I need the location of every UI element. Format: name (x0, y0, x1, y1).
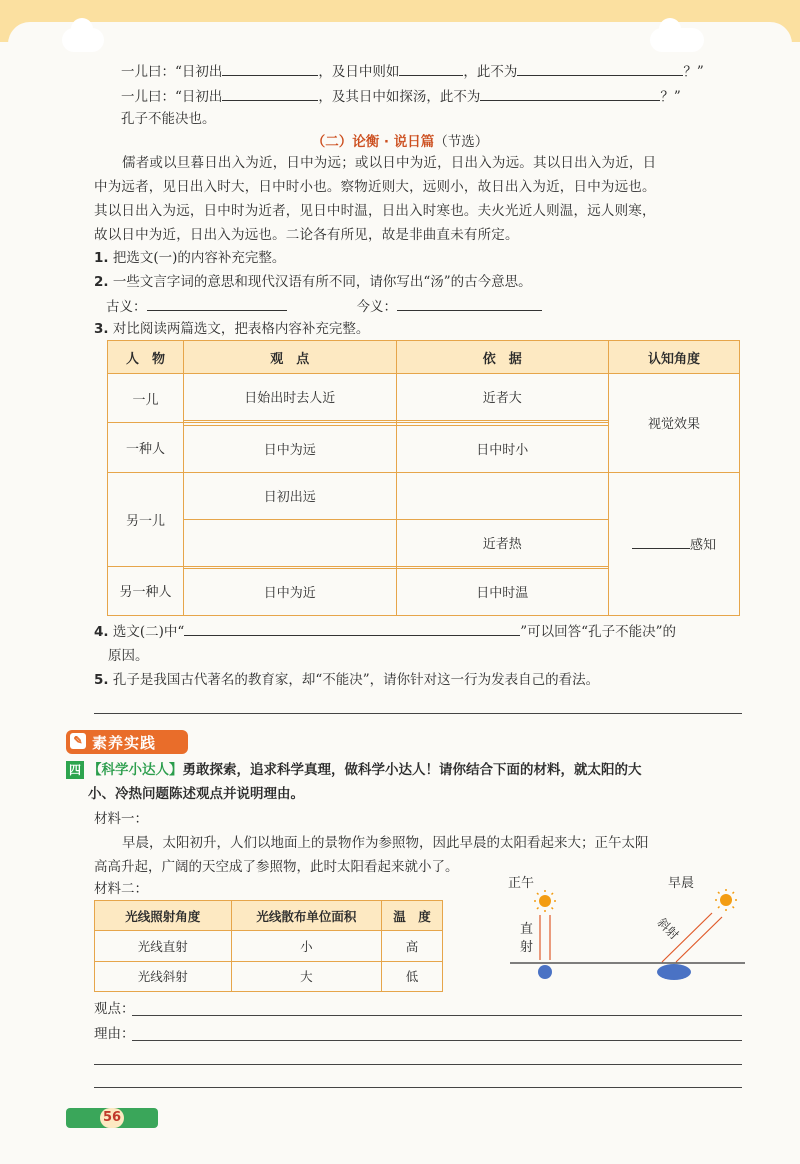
light-spot (538, 965, 552, 979)
table-person: 一种人 (108, 423, 184, 472)
table-cell: 日中时小 (396, 425, 609, 472)
noon-label: 正午 (508, 876, 535, 891)
pen-icon: ✎ (70, 733, 86, 749)
practice-question-cont: 小、冷热问题陈述观点并说明理由。 (88, 786, 304, 802)
table-cell: 大 (231, 961, 382, 991)
table-cell: 日中为近 (183, 568, 396, 615)
morning-label: 早晨 (668, 876, 695, 891)
table-header: 人 物 (108, 341, 184, 374)
table-person: 另一种人 (108, 566, 184, 615)
direct-label-1: 直 (520, 922, 534, 937)
reason-label: 理由： (94, 1026, 135, 1042)
table-cell[interactable] (183, 519, 396, 566)
table-cell: 低 (382, 961, 443, 991)
sun-icon (715, 889, 737, 911)
question-number-box: 四 (66, 761, 84, 779)
table-header: 认知角度 (609, 341, 740, 374)
question-4-cont: 原因。 (108, 648, 149, 664)
answer-blank[interactable] (517, 62, 683, 76)
light-spot (657, 964, 691, 980)
answer-line[interactable] (132, 1040, 742, 1041)
cloud-decoration (62, 28, 104, 52)
answer-blank[interactable] (222, 62, 318, 76)
text-line: 孔子不能决也。 (121, 111, 216, 127)
oblique-label: 斜射 (654, 915, 682, 943)
table-cell: 日中为远 (183, 425, 396, 472)
answer-line[interactable] (94, 1064, 742, 1065)
table-cell[interactable] (396, 472, 609, 519)
answer-line[interactable] (94, 1087, 742, 1088)
sun-icon (534, 890, 556, 912)
section-title: （二）论衡 · 说日篇（节选） (311, 134, 489, 150)
text-line: 一儿曰：“日初出 ，及日中则如 ，此不为 ？” (121, 64, 704, 80)
table-cell: 高 (382, 931, 443, 961)
page-number: 56 (100, 1108, 124, 1128)
answer-blank[interactable] (632, 535, 690, 549)
material-1-line: 早晨，太阳初升，人们以地面上的景物作为参照物，因此早晨的太阳看起来大；正午太阳 (122, 835, 649, 851)
passage-line: 中为远者，见日出入时大，日中时小也。察物近则大，远则小，故日出入为近，日中为远也。 (94, 179, 656, 195)
table-cell: 日初出远 (183, 472, 396, 519)
practice-question: 【科学小达人】勇敢探索，追求科学真理，做科学小达人！请你结合下面的材料，就太阳的大 (88, 762, 642, 778)
view-label: 观点： (94, 1001, 135, 1017)
answer-blank[interactable] (222, 87, 318, 101)
table-cell: 日中时温 (396, 568, 609, 615)
question-3: 3. 对比阅读两篇选文，把表格内容补充完整。 (94, 321, 370, 337)
table-person: 一儿 (108, 374, 184, 423)
answer-blank[interactable] (184, 622, 520, 636)
answer-blank[interactable] (399, 62, 463, 76)
question-2: 2. 一些文言字词的意思和现代汉语有所不同，请你写出“汤”的古今意思。 (94, 274, 532, 290)
table-cell: 近者热 (396, 519, 609, 566)
direct-label-2: 射 (520, 940, 534, 955)
table-cell: 光线斜射 (95, 961, 232, 991)
table-header: 依 据 (396, 341, 609, 374)
question-5: 5. 孔子是我国古代著名的教育家，却“不能决”，请你针对这一行为发表自己的看法。 (94, 672, 600, 688)
table-header: 光线散布单位面积 (231, 901, 382, 931)
table-cell: 近者大 (396, 374, 609, 421)
answer-blank[interactable] (147, 297, 287, 311)
oblique-ray (676, 917, 722, 962)
material-1-line: 高高升起，广阔的天空成了参照物，此时太阳看起来就小了。 (94, 859, 459, 875)
answer-line[interactable] (132, 1015, 742, 1016)
answer-blank[interactable] (397, 297, 542, 311)
answer-line[interactable] (94, 713, 742, 714)
cloud-decoration (650, 28, 704, 52)
answer-blank[interactable] (480, 87, 660, 101)
material-1-label: 材料一： (94, 811, 148, 827)
material-2-label: 材料二： (94, 881, 148, 897)
table-header: 光线照射角度 (95, 901, 232, 931)
text-line: 一儿曰：“日初出 ，及其日中如探汤，此不为 ？” (121, 89, 681, 105)
passage-line: 儒者或以旦暮日出入为近，日中为远；或以日中为近，日出入为远。其以日出入为近，日 (122, 155, 657, 171)
page-number-tab (66, 1108, 158, 1128)
table-angle-blank: 感知 (609, 472, 740, 615)
table-header: 观 点 (183, 341, 396, 374)
table-person: 另一儿 (108, 472, 184, 566)
passage-line: 其以日出入为远，日中时为近者，见日中时温，日出入时寒也。夫火光近人则温，远人则寒， (94, 203, 656, 219)
passage-line: 故以日中为近，日出入为远也。二论各有所见，故是非曲直未有所定。 (94, 227, 519, 243)
table-header: 温 度 (382, 901, 443, 931)
table-angle: 视觉效果 (609, 374, 740, 473)
comparison-table (107, 340, 740, 616)
question-4: 4. 选文(二)中“ ”可以回答“孔子不能决”的 (94, 624, 676, 640)
question-2-answer: 古义： 今义： (106, 297, 542, 316)
table-cell: 光线直射 (95, 931, 232, 961)
practice-badge: ✎ 素养实践 (66, 730, 188, 754)
question-1: 1. 把选文(一)的内容补充完整。 (94, 250, 286, 266)
light-table (94, 900, 443, 992)
sun-angle-diagram (490, 875, 750, 990)
table-cell: 日始出时去人近 (183, 374, 396, 421)
table-cell: 小 (231, 931, 382, 961)
